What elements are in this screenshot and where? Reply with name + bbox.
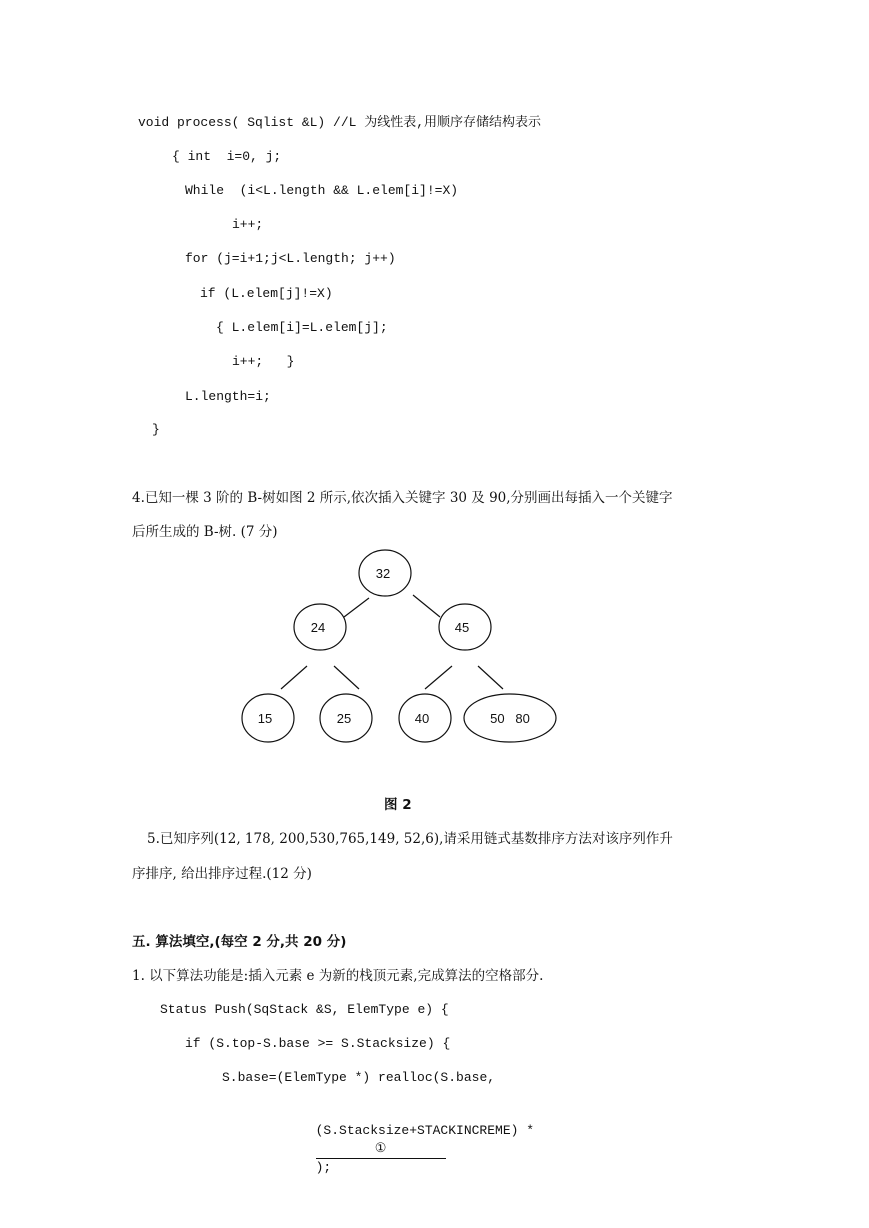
node-rr-label: 50 80	[490, 711, 530, 726]
code-line-5: for (j=i+1;j<L.length; j++)	[185, 251, 396, 266]
edge-right-rr	[478, 666, 503, 689]
code-line-1: void process( Sqlist &L) //L 为线性表,用顺序存储结构表示	[138, 115, 542, 130]
push-code-line-4-start: (S.Stacksize+STACKINCREME) *	[315, 1123, 535, 1138]
code-line-4: i++;	[232, 217, 264, 232]
code-line-7: { L.elem[i]=L.elem[j];	[216, 320, 388, 335]
code-line-8: i++; }	[232, 354, 295, 369]
push-code-line-1: Status Push(SqStack &S, ElemType e) {	[160, 1002, 449, 1017]
q4-line-2: 后所生成的 B-树. (7 分)	[132, 524, 278, 540]
figure-caption: 图 2	[384, 797, 412, 813]
code-line-6: if (L.elem[j]!=X)	[200, 286, 333, 301]
code-line-2: { int i=0, j;	[172, 149, 282, 164]
b-tree-diagram	[0, 540, 869, 770]
node-lr-label: 25	[336, 711, 352, 726]
push-code-line-2: if (S.top-S.base >= S.Stacksize) {	[185, 1036, 451, 1051]
code-line-3: While (i<L.length && L.elem[i]!=X)	[185, 183, 459, 198]
push-code-line-3: S.base=(ElemType *) realloc(S.base,	[222, 1070, 496, 1085]
node-right-label: 45	[454, 620, 470, 635]
code-line-10: }	[152, 422, 160, 437]
node-ll-label: 15	[257, 711, 273, 726]
node-root-label: 32	[375, 566, 391, 581]
q5-line-1: 5.已知序列(12, 178, 200,530,765,149, 52,6),请采用链式基数排序方法对该序列作升	[147, 831, 673, 847]
fill-blank-1: ①	[316, 1140, 446, 1159]
q5-line-2: 序排序, 给出排序过程.(12 分)	[132, 866, 312, 882]
section-5-title: 五. 算法填空,(每空 2 分,共 20 分)	[132, 934, 347, 950]
node-left-label: 24	[310, 620, 326, 635]
edge-left-lr	[334, 666, 359, 689]
push-code-line-4	[300, 1104, 534, 1177]
q4-line-1: 4.已知一棵 3 阶的 B-树如图 2 所示,依次插入关键字 30 及 90,分别画出每插入一个关键字	[132, 490, 673, 506]
code-line-9: L.length=i;	[185, 389, 271, 404]
node-rl-label: 40	[414, 711, 430, 726]
edge-left-ll	[281, 666, 307, 689]
edge-right-rl	[425, 666, 452, 689]
section-5-q1: 1. 以下算法功能是:插入元素 e 为新的栈顶元素,完成算法的空格部分.	[132, 968, 544, 984]
edge-root-left	[344, 598, 369, 617]
push-code-line-4-end: );	[315, 1160, 332, 1175]
edge-root-right	[413, 595, 440, 617]
